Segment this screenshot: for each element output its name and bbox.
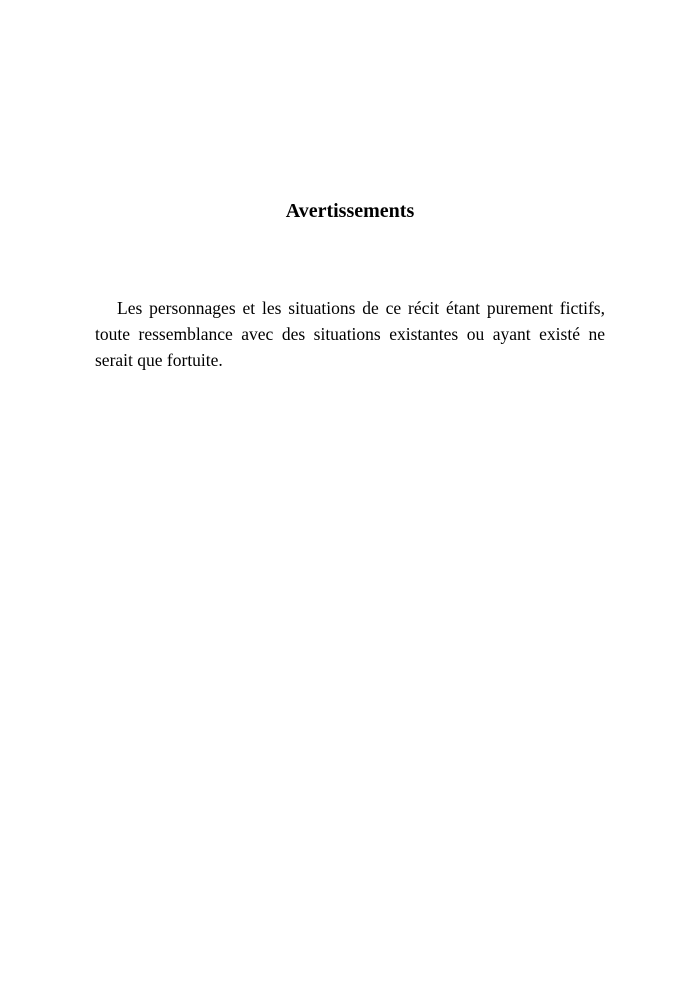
disclaimer-paragraph: Les personnages et les situations de ce récit étant purement fictifs, toute ressemblance avec des situations existantes ou ayant existé ne serait que fortuite. <box>95 298 605 370</box>
page-title: Avertissements <box>285 200 415 222</box>
